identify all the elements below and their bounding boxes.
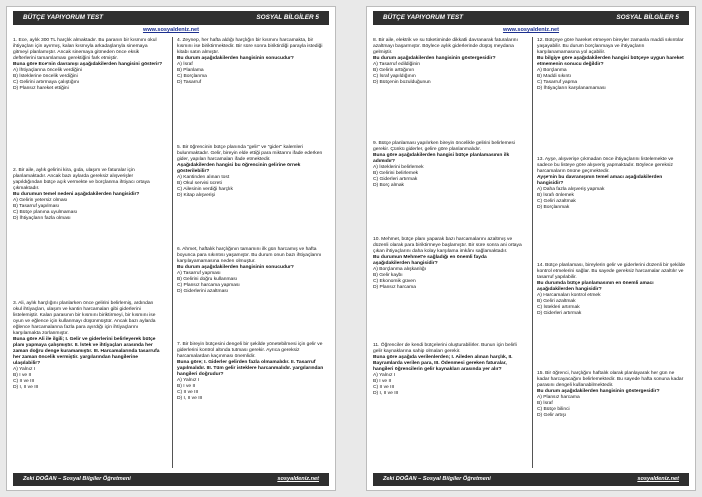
author-label: Zeki DOĞAN – Sosyal Bilgiler Öğretmeni (23, 476, 131, 482)
question-1 (13, 38, 163, 92)
option-c[interactable]: C) Plansız harcama yapması (177, 283, 240, 289)
option-d[interactable]: D) Giderlerini azaltması (177, 289, 229, 295)
footer-link[interactable]: sosyaldeniz.net (637, 476, 679, 482)
option-a[interactable]: A) İsteklerini belirlemek (373, 165, 424, 171)
question-2 (13, 168, 163, 222)
option-c[interactable]: C) Bütçe planına uyulmaması (13, 210, 78, 216)
option-a[interactable]: A) Plansız harcama (537, 395, 580, 401)
option-d[interactable]: D) Plansız hareket ettiğini (13, 86, 69, 92)
option-d[interactable]: D) Giderleri artırmak (537, 311, 582, 317)
question-stem: 15. Bir öğrenci, harçlığını haftalık olarak planlayarak her gün ne kadar harcayacağını belirlemektedir. Bu sayede hafta sonuna kadar parasını dengeli kullanabilmektedir. (537, 371, 684, 389)
question-ask: Bu bilgiye göre aşağıdakilerden hangisi bütçeye uygun hareket etmemenin sonucu değildir? (537, 56, 684, 68)
question-stem: 4. Zeynep, her hafta aldığı harçlığın bir kısmını harcamakta, bir kısmını ise biriktirmektedir. Bir süre sonra biriktirdiği parayla istediği kitabı satın almıştır. (177, 38, 323, 56)
question-ask: Buna göre Ali ile ilgili; I. Gelir ve giderlerini belirleyerek bütçe planı yapmaya çalışmıştır. II. İstek ve ihtiyaçları arasında her zaman doğru denge kuramamıştır. III. Harcamalarında tasarrufa her zaman öncelik vermiştir. yargılarından hangilerine ulaşılabilir? (13, 337, 160, 367)
question-stem: 11. Öğrenciler de kendi bütçelerini oluşturabilirler. Bunun için belirli gelir kaynaklarına sahip olmaları gerekir. (373, 343, 517, 355)
question-7 (177, 342, 327, 402)
question-5 (177, 145, 327, 199)
question-12 (537, 38, 687, 92)
option-a[interactable]: A) Yalnız I (373, 373, 396, 379)
question-stem: 12. Bütçeye göre hareket etmeyen bireyler zamanla maddi sıkıntılar yaşayabilir. Bu durum borçlanmaya ve ihtiyaçların karşılanamamasına yol açabilir. (537, 38, 684, 56)
column-divider (172, 37, 173, 468)
option-c[interactable]: C) Giderleri artırmak (373, 177, 418, 183)
option-c[interactable]: C) Ekonomik güven (373, 279, 416, 285)
question-9 (373, 141, 523, 189)
question-8 (373, 38, 523, 86)
question-ask: Bu durumun temel nedeni aşağıdakilerden hangisidir? (13, 192, 140, 198)
column-divider (532, 37, 533, 468)
option-c[interactable]: C) İstekleri artırmak (537, 305, 580, 311)
option-a[interactable]: A) İsraf (177, 62, 193, 68)
page-footer (13, 473, 329, 486)
option-d[interactable]: D) Kitap alışverişi (177, 193, 216, 199)
option-d[interactable]: D) İhtiyaçların fazla olması (13, 216, 71, 222)
option-b[interactable]: B) I ve II (373, 379, 392, 385)
site-link[interactable]: www.sosyaldeniz.net (502, 27, 560, 33)
question-14 (537, 263, 687, 317)
subject-label: SOSYAL BİLGİLER 5 (256, 14, 319, 21)
option-d[interactable]: D) Borçlanmak (537, 205, 570, 211)
option-c[interactable]: C) Geliri azaltmak (537, 199, 576, 205)
question-ask: Bu durum aşağıdakilerden hangisinin göstergesidir? (373, 56, 496, 62)
question-ask: Bu durum aşağıdakilerden hangisinin göstergesidir? (537, 389, 660, 395)
option-c[interactable]: C) II ve III (373, 385, 395, 391)
author-label: Zeki DOĞAN – Sosyal Bilgiler Öğretmeni (383, 476, 491, 482)
subject-label: SOSYAL BİLGİLER 5 (616, 14, 679, 21)
page-left (6, 6, 336, 491)
option-a[interactable]: A) Yalnız I (177, 378, 200, 384)
question-stem: 9. Bütçe planlaması yapılırken bireyin öncelikle gelirini belirlemesi gerekir. Çünkü giderler, gelire göre planlanmalıdır. (373, 141, 515, 153)
option-b[interactable]: B) İsrafı önlemek (537, 193, 574, 199)
option-c[interactable]: C) Borçlanma (177, 74, 207, 80)
option-d[interactable]: D) Plansız harcama (373, 285, 416, 291)
footer-link[interactable]: sosyaldeniz.net (277, 476, 319, 482)
option-c[interactable]: C) Gelirini artırmaya çalıştığını (13, 80, 80, 86)
page-header (13, 11, 329, 25)
option-d[interactable]: D) I, II ve III (13, 385, 39, 391)
option-d[interactable]: D) I, II ve III (177, 396, 203, 402)
option-d[interactable]: D) Tasarruf (177, 80, 202, 86)
option-d[interactable]: D) I, II ve III (373, 391, 399, 397)
option-c[interactable]: C) İsraf yapıldığının (373, 74, 416, 80)
option-b[interactable]: B) Tasarruf yapılması (13, 204, 60, 210)
option-b[interactable]: B) I ve II (13, 373, 32, 379)
option-b[interactable]: B) Geliri azaltmak (537, 299, 576, 305)
option-a[interactable]: A) Daha fazla alışveriş yapmak (537, 187, 605, 193)
page-header (373, 11, 689, 25)
question-stem: 8. Bir aile, elektrik ve su tüketiminde dikkatli davranarak faturalarını azaltmayı başarmıştır. Böylece aylık giderlerinde düşüş meydana gelmiştir. (373, 38, 518, 56)
question-ask: Buna göre aşağıdakilerden hangisi bütçe planlamasının ilk adımıdır? (373, 153, 510, 165)
page-footer (373, 473, 689, 486)
question-stem: 14. Bütçe planlaması, bireylerin gelir ve giderlerini düzenli bir şekilde kontrol etmelerini sağlar. Bu sayede gereksiz harcamalar azaltılır ve tasarruf yapılabilir. (537, 263, 686, 281)
option-a[interactable]: A) Tasarruf yapması (177, 271, 221, 277)
option-a[interactable]: A) Borçlanma alışkanlığı (373, 267, 427, 273)
question-ask: Buna göre Ece'nin davranışı aşağıdakilerden hangisini gösterir? (13, 62, 163, 68)
question-stem: 1. Ece, aylık 300 TL harçlık almaktadır. Bu paranın bir kısmını okul ihtiyaçları için ayırmış, kalan kısmıyla arkadaşlarıyla sinemaya gitmeyi planlamıştır. Ancak sinemaya gitmeden önce eksik defterlerini tamamlaması gerektiğini fark etmiştir. (13, 38, 157, 62)
question-stem: 3. Ali, aylık harçlığını planlarken önce gelirini belirlemiş, ardından okul ihtiyaçları, ulaşım ve kantin harcamaları gibi giderlerini listelemiştir. Kalan parasının bir kısmını biriktirmeyi, bir kısmını ise oyun ve eğlence için kullanmayı düşünmüştür. Ancak bazı aylarda eğlence harcamalarına fazla para ayırdığı için ihtiyaçlarını karşılamakta zorlanmıştır. (13, 301, 156, 337)
test-title: BÜTÇE YAPIYORUM TEST (383, 14, 464, 21)
question-3 (13, 301, 163, 391)
option-b[interactable]: B) Maddi sıkıntı (537, 74, 571, 80)
option-d[interactable]: D) İhtiyaçların karşılanamaması (537, 86, 606, 92)
option-b[interactable]: B) Okul servisi ücreti (177, 181, 222, 187)
question-stem: 7. Bir bireyin bütçesini dengeli bir şekilde yönetebilmesi için gelir ve giderlerini kontrol altında tutması gerekir. Ayrıca gereksiz harcamalardan kaçınması önemlidir. (177, 342, 323, 360)
question-ask: Buna göre; I. Giderler gelirden fazla olmamalıdır. II. Tasarruf yapılmalıdır. III. Tüm gelir isteklere harcanmalıdır. yargılarından hangileri doğrudur? (177, 360, 324, 378)
question-ask: Buna göre aşağıda verilenlerden; I. Aileden alınan harçlık, II. Bayramlarda verilen para, III. Ödenmesi gereken faturalar, hangileri öğrencilerin gelir kaynakları arasında yer alır? (373, 355, 513, 373)
option-c[interactable]: C) Tasarruf yapma (537, 80, 578, 86)
question-4 (177, 38, 327, 86)
option-b[interactable]: B) İsteklerine öncelik verdiğini (13, 74, 78, 80)
page-right (366, 6, 696, 491)
question-stem: 6. Ahmet, haftalık harçlığının tamamını ilk gün harcamış ve hafta boyunca para sıkıntısı yaşamıştır. Bu durum onun bazı ihtiyaçlarını karşılayamamasına neden olmuştur. (177, 247, 322, 265)
site-link[interactable]: www.sosyaldeniz.net (142, 27, 200, 33)
question-10 (373, 237, 523, 291)
question-ask: Bu durum aşağıdakilerden hangisinin sonucudur? (177, 56, 294, 62)
option-c[interactable]: C) Ailesinin verdiği harçlık (177, 187, 233, 193)
option-b[interactable]: B) I ve II (177, 384, 196, 390)
option-a[interactable]: A) Gelirin yetersiz olması (13, 198, 68, 204)
question-stem: 13. Ayşe, alışverişe çıkmadan önce ihtiyaçlarını listelemekte ve sadece bu listeye göre alışveriş yapmaktadır. Böylece gereksiz harcamaların önüne geçmektedir. (537, 157, 674, 175)
question-ask: Bu durumda bütçe planlamasının en önemli amacı aşağıdakilerden hangisidir? (537, 281, 654, 293)
question-ask: Ayşe'nin bu davranışının temel amacı aşağıdakilerden hangisidir? (537, 175, 663, 187)
question-13 (537, 157, 687, 211)
option-d[interactable]: D) Bütçenin bozulduğunun (373, 80, 431, 86)
option-b[interactable]: B) Gelirini doğru kullanması (177, 277, 238, 283)
option-b[interactable]: B) İsraf (537, 401, 553, 407)
option-a[interactable]: A) Tasarruf edildiğinin (373, 62, 420, 68)
option-b[interactable]: B) Gelir kaybı (373, 273, 403, 279)
option-a[interactable]: A) İhtiyaçlarına öncelik verdiğini (13, 68, 82, 74)
test-title: BÜTÇE YAPIYORUM TEST (23, 14, 104, 21)
option-c[interactable]: C) Bütçe bilinci (537, 407, 570, 413)
option-d[interactable]: D) Borç almak (373, 183, 404, 189)
question-ask: Bu durumun Mehmet'e sağladığı en önemli fayda aşağıdakilerden hangisidir? (373, 255, 487, 267)
option-a[interactable]: A) Harcamaları kontrol etmek (537, 293, 601, 299)
question-stem: 5. Bir öğrencinin bütçe planında "gelir" ve "gider" kalemleri bulunmaktadır. Gelir, bireyin elde ettiği para miktarını ifade ederken gider, yapılan harcamaları ifade etmektedir. (177, 145, 323, 163)
question-stem: 10. Mehmet, bütçe planı yaparak bazı harcamalarını azaltmış ve düzenli olarak para biriktirmeye başlamıştır. Bir süre sonra ani ortaya çıkan ihtiyaçlarını daha kolay karşılama imkânı sağlamaktadır. (373, 237, 522, 255)
option-b[interactable]: B) Gelirini belirlemek (373, 171, 419, 177)
option-c[interactable]: C) II ve III (13, 379, 35, 385)
option-a[interactable]: A) Borçlanma (537, 68, 567, 74)
question-ask: Aşağıdakilerden hangisi bu öğrencinin gelirine örnek gösterilebilir? (177, 163, 301, 175)
question-15 (537, 371, 687, 419)
option-c[interactable]: C) II ve III (177, 390, 199, 396)
question-11 (373, 343, 523, 397)
question-6 (177, 247, 327, 295)
option-b[interactable]: B) Planlama (177, 68, 204, 74)
question-ask: Bu durum aşağıdakilerden hangisinin sonucudur? (177, 265, 294, 271)
question-stem: 2. Bir aile, aylık gelirini kira, gıda, ulaşım ve faturalar için planlamaktadır. Ancak bazı aylarda gereksiz alışverişler yapıldığından bütçe açık vermekte ve borçlanma ihtiyacı ortaya çıkmaktadır. (13, 168, 150, 192)
option-b[interactable]: B) Gelirin arttığının (373, 68, 415, 74)
option-d[interactable]: D) Gelir artışı (537, 413, 567, 419)
option-a[interactable]: A) Yalnız I (13, 367, 36, 373)
option-a[interactable]: A) Kantinden alınan tost (177, 175, 230, 181)
